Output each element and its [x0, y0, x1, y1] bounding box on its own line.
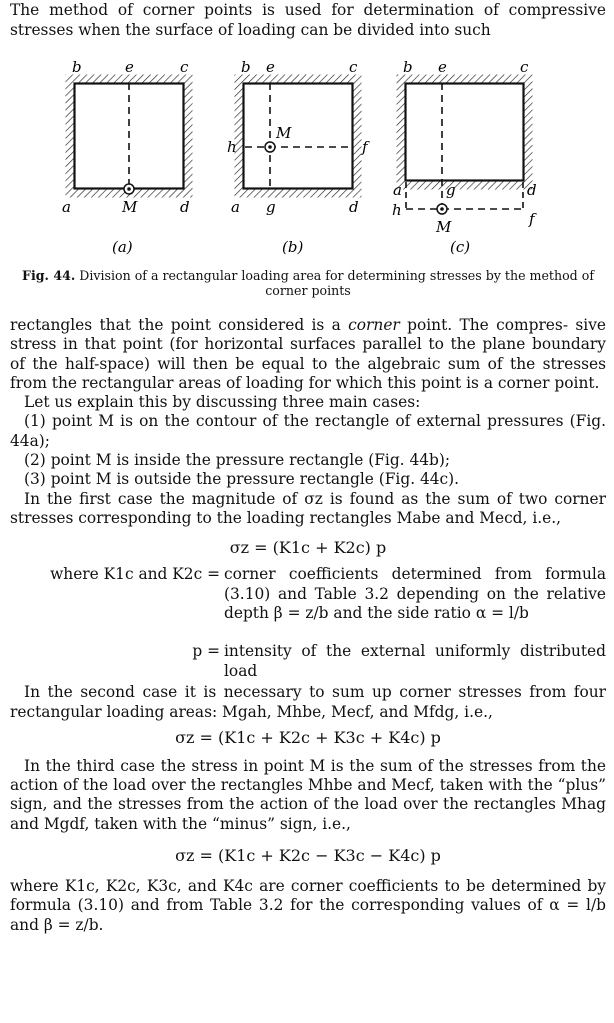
- label-c-c: c: [520, 58, 529, 76]
- label-c-b: c: [349, 58, 358, 76]
- label-c-a: c: [180, 58, 189, 76]
- para1-continue: point. The compres-: [407, 316, 569, 334]
- label-e-c: e: [438, 58, 447, 76]
- formula-2: σz = (K1c + K2c + K3c + K4c) p: [175, 727, 441, 747]
- figure-svg: [10, 52, 606, 272]
- label-M-a: M: [122, 198, 138, 216]
- panel-label-b: (b): [282, 238, 304, 256]
- label-g-b: g: [266, 198, 276, 216]
- where1-definition: corner coefficients determined from formula (3.10) and Table 3.2 depending on the relative depth β = z/b and the side ratio α = l/b: [224, 565, 606, 622]
- where1-lead: where K1c and K2c =: [50, 565, 220, 584]
- label-b-b: b: [241, 58, 251, 76]
- intro-paragraph: The method of corner points is used for determination of compressive stresses when the surface of loading can be divided into such: [10, 1, 606, 39]
- panel-a: [62, 58, 190, 256]
- first-case-paragraph: In the first case the magnitude of σz is found as the sum of two corner stresses corresponding to the loading rectangles Mabe and Mecd, i.e.,: [10, 489, 606, 527]
- where1-p-definition: intensity of the external uniformly distributed load: [224, 642, 606, 680]
- label-e-a: e: [125, 58, 134, 76]
- case-1: (1) point M is on the contour of the rectangle of external pressures (Fig. 44a);: [10, 412, 606, 450]
- label-h-b: h: [227, 138, 237, 156]
- where1-p-lead: p =: [192, 642, 220, 661]
- label-a-a: a: [62, 198, 71, 216]
- label-g-c: g: [446, 181, 456, 199]
- label-M-b: M: [276, 124, 292, 142]
- label-d-c: d: [527, 181, 537, 199]
- label-d-a: d: [180, 198, 190, 216]
- caption-label: Fig. 44.: [22, 268, 76, 283]
- panel-label-a: (a): [112, 238, 133, 256]
- label-d-b: d: [349, 198, 359, 216]
- formula-3: σz = (K1c + K2c − K3c − K4c) p: [175, 846, 441, 866]
- para1-corner-word: corner: [348, 316, 400, 334]
- closing-paragraph: where K1c, K2c, K3c, and K4c are corner coefficients to be determined by formula (3.10) and from Table 3.2 for the corresponding values of α = l/b and β = z/b.: [10, 877, 606, 934]
- figure-44: [10, 52, 606, 272]
- paragraph-corner-point: [10, 316, 606, 393]
- para1-start: rectangles that the point considered is a: [10, 316, 341, 334]
- label-f-b: f: [362, 138, 368, 156]
- body-text: [10, 316, 606, 935]
- label-b-c: b: [403, 58, 413, 76]
- third-case-paragraph: In the third case the stress in point M is the sum of the stresses from the action of the load over the rectangles Mhbe and Mecf, taken with the “plus” sign, and the stresses from the action of the load over the rectangles Mhag and Mgdf, taken with the “minus” sign, i.e.,: [10, 756, 606, 833]
- panel-label-c: (c): [450, 238, 471, 256]
- label-e-b: e: [266, 58, 275, 76]
- label-b-a: b: [72, 58, 82, 76]
- label-M-c: M: [436, 218, 452, 236]
- panel-b: [227, 58, 370, 256]
- para1-rest: sive stress in that point (for horizontal surfaces parallel to the plane boundary of the half-space) will then be equal to the algebraic sum of the stresses from the rectangular areas of loading for which this point is a corner point.: [10, 316, 606, 392]
- label-h-c: h: [392, 201, 402, 219]
- second-case-paragraph: In the second case it is necessary to sum up corner stresses from four rectangular loading areas: Mgah, Mhbe, Mecf, and Mfdg, i.e.,: [10, 683, 606, 721]
- figure-caption: [10, 268, 606, 298]
- where-block-1: [10, 565, 606, 683]
- label-f-c: f: [529, 210, 535, 228]
- case-3: (3) point M is outside the pressure rectangle (Fig. 44c).: [24, 470, 460, 489]
- formula-1: σz = (K1c + K2c) p: [229, 538, 387, 558]
- case-2: (2) point M is inside the pressure rectangle (Fig. 44b);: [24, 451, 451, 470]
- label-a-c: a: [393, 181, 402, 199]
- label-a-b: a: [231, 198, 240, 216]
- panel-c: [392, 58, 537, 256]
- cases-intro: Let us explain this by discussing three main cases:: [24, 393, 421, 412]
- caption-text: Division of a rectangular loading area for determining stresses by the method of corner points: [79, 268, 594, 298]
